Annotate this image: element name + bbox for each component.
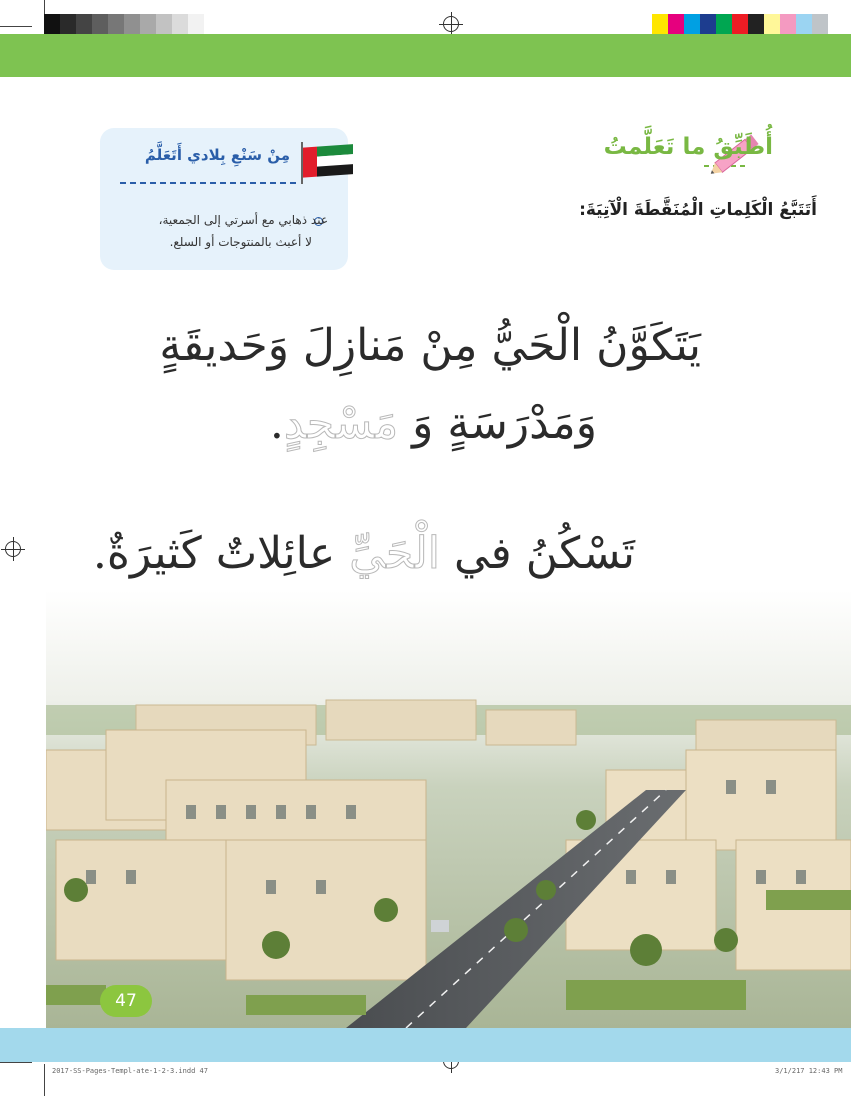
- dashed-divider: [120, 182, 296, 184]
- gray-swatch: [92, 14, 108, 34]
- info-box-title: مِنْ سَنْعِ بِلادي أَتَعَلَّمُ: [144, 146, 290, 164]
- gray-swatch: [44, 14, 60, 34]
- color-swatch: [700, 14, 716, 34]
- registration-mark-icon: [5, 541, 21, 557]
- crop-mark: [44, 1064, 45, 1096]
- traced-word: الْحَيِّ: [349, 528, 441, 579]
- page-number-badge: 47: [100, 985, 152, 1017]
- sentence-1-line-2: [270, 398, 597, 449]
- color-swatch: [764, 14, 780, 34]
- color-swatch: [716, 14, 732, 34]
- color-swatch: [812, 14, 828, 34]
- color-swatch: [780, 14, 796, 34]
- gray-swatch: [60, 14, 76, 34]
- color-calibration-bar: [652, 14, 828, 34]
- color-swatch: [652, 14, 668, 34]
- crop-mark: [0, 26, 32, 27]
- gray-swatch: [156, 14, 172, 34]
- gray-swatch: [140, 14, 156, 34]
- gray-swatch: [108, 14, 124, 34]
- sentence-text: عائِلاتٌ كَثيرَةٌ.: [92, 528, 350, 579]
- top-color-band: [0, 34, 851, 77]
- info-box-text-line-2: لا أعبث بالمنتوجات أو السلع.: [169, 235, 312, 249]
- sentence-punctuation: .: [269, 398, 284, 449]
- residential-neighborhood-image: [46, 590, 851, 1028]
- page-heading: أُطَبِّقُ ما تَعَلَّمتُ: [603, 134, 773, 160]
- color-swatch: [684, 14, 700, 34]
- sentence-2: [93, 528, 635, 579]
- crop-mark: [0, 1062, 32, 1063]
- bottom-color-band: [0, 1028, 851, 1062]
- gray-swatch: [188, 14, 204, 34]
- traced-word: مَسْجِدٍ: [283, 398, 399, 449]
- instruction-text: أَتَتَبَّعُ الْكَلِماتِ الْمُنَقَّطَةَ الْآتِيَةَ:: [579, 200, 817, 220]
- print-file-info: 2017-SS-Pages-Templ-ate-1-2-3.indd 47: [52, 1067, 208, 1075]
- gray-swatch: [76, 14, 92, 34]
- sentence-text: وَمَدْرَسَةٍ وَ: [398, 398, 597, 449]
- gray-swatch: [124, 14, 140, 34]
- uae-flag-icon: [298, 140, 356, 184]
- color-swatch: [668, 14, 684, 34]
- registration-mark-icon: [443, 16, 459, 32]
- color-swatch: [748, 14, 764, 34]
- sentence-1-line-1: يَتَكَوَّنُ الْحَيُّ مِنْ مَنازِلَ وَحَديقَةٍ: [159, 320, 701, 371]
- info-box-text-line-1: عند ذهابي مع أسرتي إلى الجمعية،: [158, 213, 328, 227]
- grayscale-calibration-bar: [44, 14, 204, 34]
- gray-swatch: [172, 14, 188, 34]
- sentence-text: تَسْكُنُ في: [440, 528, 635, 579]
- color-swatch: [796, 14, 812, 34]
- color-swatch: [732, 14, 748, 34]
- print-timestamp: 3/1/217 12:43 PM: [775, 1067, 843, 1075]
